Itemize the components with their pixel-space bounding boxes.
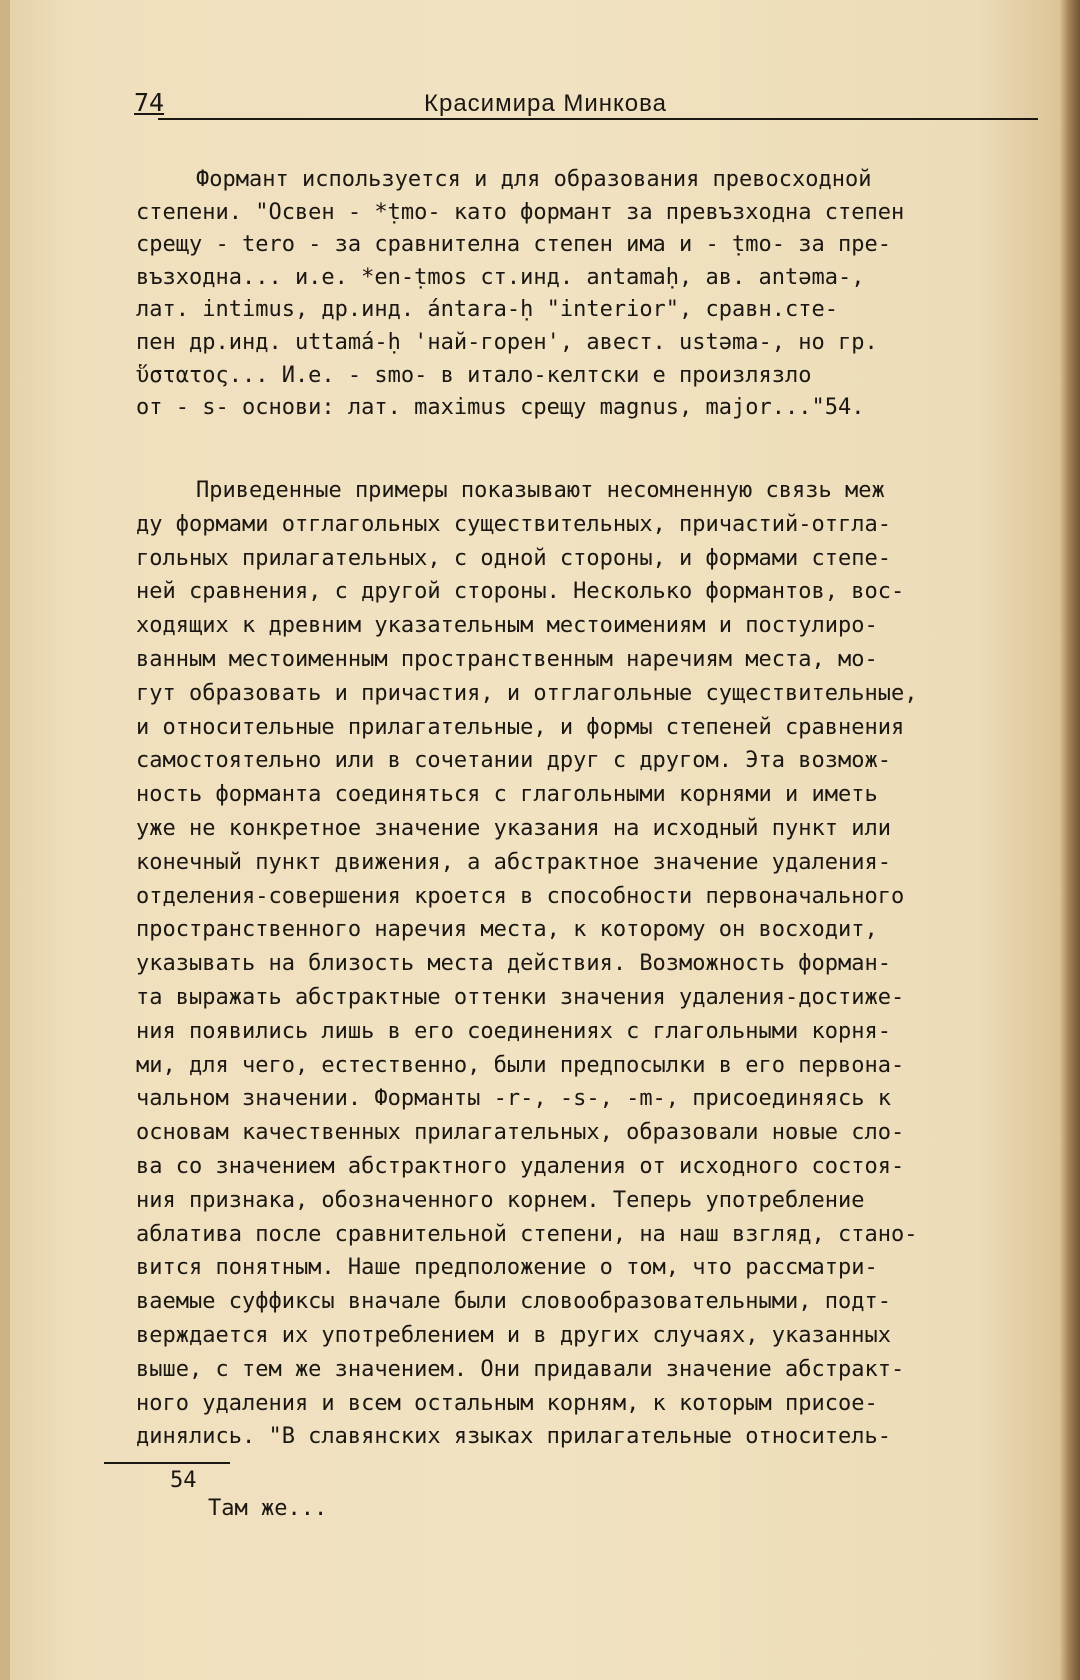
text-line: ва со значением абстрактного удаления от исходного состоя- bbox=[136, 1153, 905, 1179]
text-line: лат. intimus, др.инд. ántara-ḥ "interior", сравн.сте- bbox=[136, 297, 838, 323]
text-line: пен др.инд. uttamá-ḥ 'най-горен', авест. ustəma-, но гр. bbox=[136, 329, 878, 355]
text-line: ния признака, обозначенного корнем. Теперь употребление bbox=[136, 1187, 865, 1213]
paragraph-superlative bbox=[136, 164, 1036, 425]
text-line: отделения-совершения кроется в способности первоначального bbox=[136, 883, 905, 909]
text-line: верждается их употреблением и в других случаях, указанных bbox=[136, 1322, 891, 1348]
text-line: ὕστατος... И.е. - smo- в итало-келтски е произлязло bbox=[136, 362, 812, 388]
page-edge bbox=[1060, 0, 1080, 1680]
paragraph-main bbox=[136, 474, 1036, 1454]
text-line: ду формами отглагольных существительных, причастий-отгла- bbox=[136, 511, 891, 537]
text-line: самостоятельно или в сочетании друг с другом. Эта возмож- bbox=[136, 748, 891, 774]
text-line: основам качественных прилагательных, образовали новые сло- bbox=[136, 1120, 905, 1146]
author-name: Красимира Минкова bbox=[424, 90, 667, 117]
text-line: Формант используется и для образования превосходной bbox=[196, 167, 872, 192]
text-line: гольных прилагательных, с одной стороны, и формами степе- bbox=[136, 545, 891, 571]
text-line: и относительные прилагательные, и формы степеней сравнения bbox=[136, 714, 905, 740]
text-line: ния появились лишь в его соединениях с глагольными корня- bbox=[136, 1018, 891, 1044]
text-line: гут образовать и причастия, и отглагольные существительные, bbox=[136, 680, 918, 706]
footnote-number: 54 bbox=[170, 1468, 197, 1493]
text-line: пространственного наречия места, к которому он восходит, bbox=[136, 917, 878, 943]
text-line: вится понятным. Наше предположение о том, что рассматри- bbox=[136, 1255, 878, 1281]
text-line: указывать на близость места действия. Возможность форман- bbox=[136, 951, 891, 977]
text-line: чальном значении. Форманты -r-, -s-, -m-, присоединяясь к bbox=[136, 1086, 891, 1112]
text-line: та выражать абстрактные оттенки значения удаления-достиже- bbox=[136, 984, 905, 1010]
text-line: динялись. "В славянских языках прилагательные относитель- bbox=[136, 1424, 891, 1450]
text-line: ного удаления и всем остальным корням, к которым присое- bbox=[136, 1390, 878, 1416]
text-line: възходна... и.е. *en-ṭmos ст.инд. antamaḥ, ав. antəma-, bbox=[136, 264, 865, 290]
text-line: аблатива после сравнительной степени, на наш взгляд, стано- bbox=[136, 1221, 918, 1247]
footnote-rule bbox=[104, 1462, 230, 1464]
text-line: ней сравнения, с другой стороны. Несколько формантов, вос- bbox=[136, 579, 905, 605]
text-line: срещу - tero - за сравнителна степен има и - ṭmo- за пре- bbox=[136, 232, 891, 258]
text-line: Приведенные примеры показывают несомненную связь меж bbox=[196, 478, 885, 503]
page-number: 74 bbox=[134, 88, 165, 117]
text-line: ность форманта соединяться с глагольными корнями и иметь bbox=[136, 782, 878, 808]
text-line: ми, для чего, естественно, были предпосылки в его первона- bbox=[136, 1052, 905, 1078]
text-line: степени. "Освен - *ṭmo- като формант за превъзходна степен bbox=[136, 199, 905, 225]
text-line: конечный пункт движения, а абстрактное значение удаления- bbox=[136, 849, 891, 875]
running-header bbox=[134, 88, 1039, 132]
text-line: от - s- основи: лат. maximus срещу magnus, major..."54. bbox=[136, 395, 865, 421]
text-line: уже не конкретное значение указания на исходный пункт или bbox=[136, 815, 891, 841]
text-line: выше, с тем же значением. Они придавали значение абстракт- bbox=[136, 1356, 905, 1382]
footnote-text: Там же... bbox=[208, 1496, 328, 1521]
header-rule bbox=[158, 118, 1038, 120]
text-line: ванным местоименным пространственным наречиям места, мо- bbox=[136, 646, 878, 672]
text-line: ходящих к древним указательным местоимениям и постулиро- bbox=[136, 613, 878, 639]
text-line: ваемые суффиксы вначале были словообразовательными, подт- bbox=[136, 1289, 891, 1315]
